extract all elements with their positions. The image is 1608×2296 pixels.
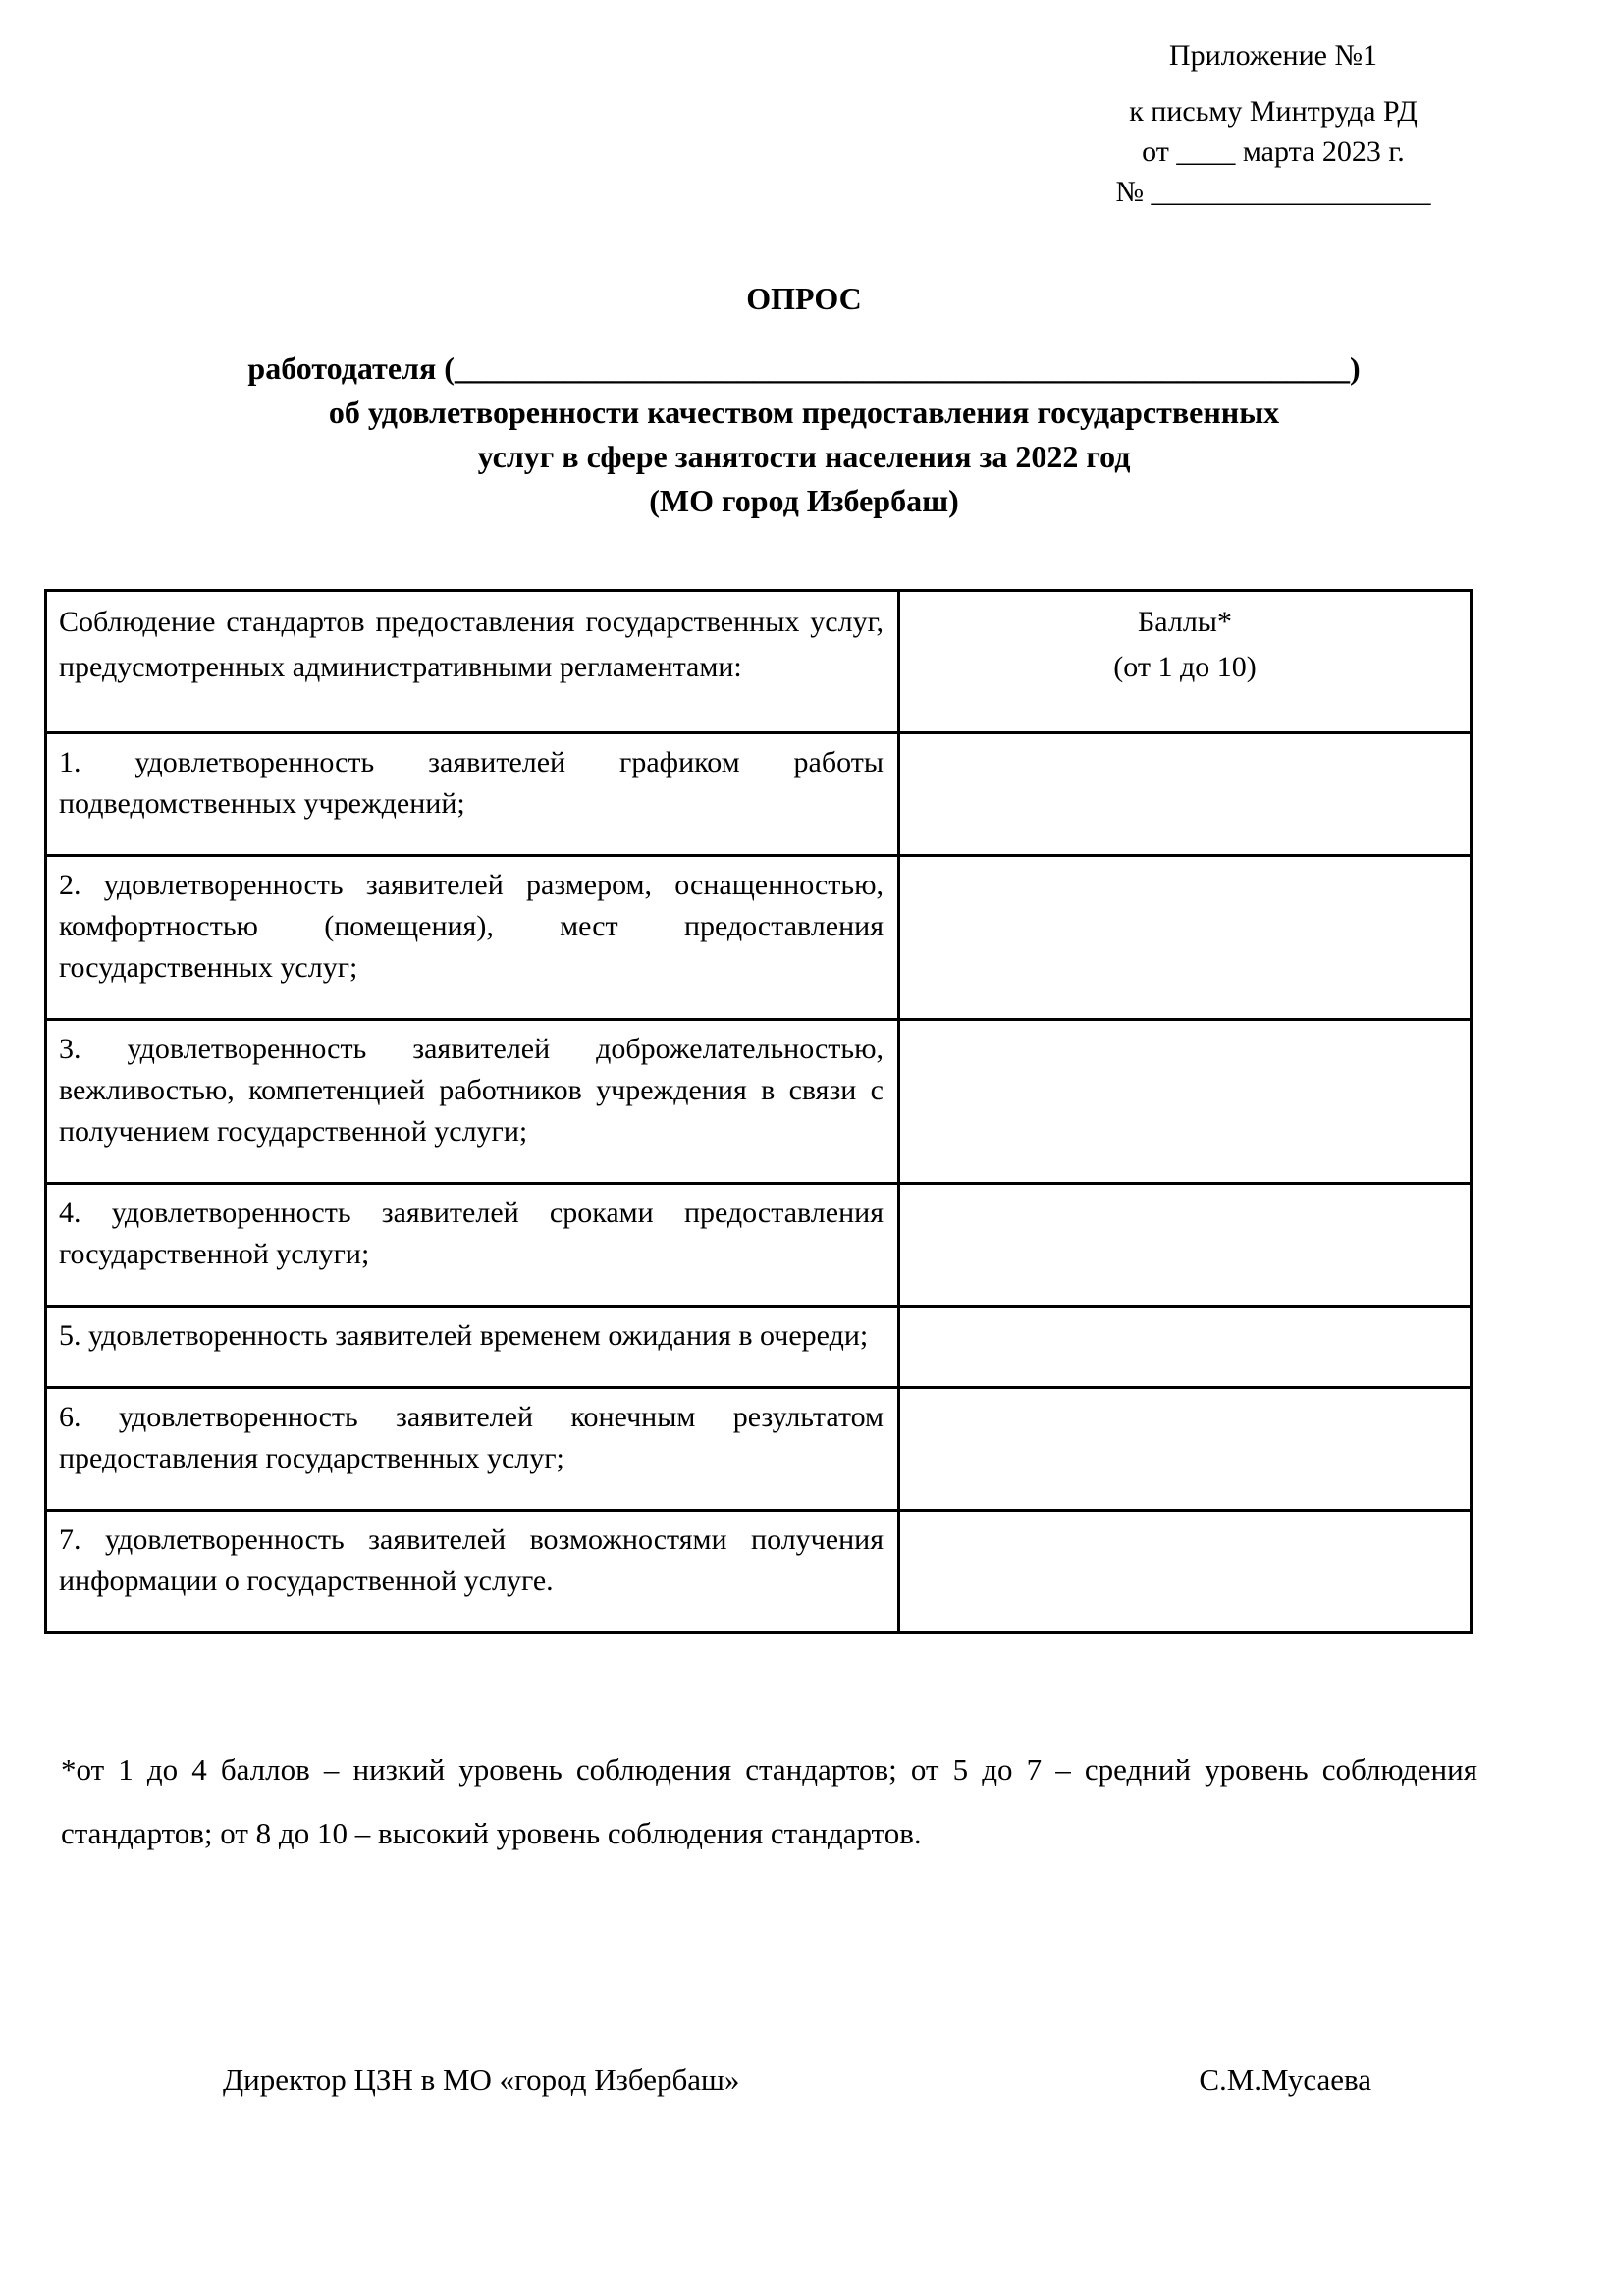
criteria-cell: 5. удовлетворенность заявителей временем ожидания в очереди;: [46, 1307, 899, 1388]
footnote: *от 1 до 4 баллов – низкий уровень соблюдения стандартов; от 5 до 7 – средний уровень соблюдения стандартов; от 8 до 10 – высокий уровень соблюдения стандартов.: [61, 1752, 1477, 1850]
appendix-block: [1054, 35, 1492, 212]
score-cell: [899, 1388, 1472, 1511]
document-title: ОПРОС: [746, 281, 862, 316]
subtitle-line-1: об удовлетворенности качеством предоставления государственных: [328, 395, 1280, 430]
score-cell: [899, 1307, 1472, 1388]
criteria-cell: 7. удовлетворенность заявителей возможностями получения информации о государственной услуге.: [46, 1511, 899, 1633]
criteria-cell: 2. удовлетворенность заявителей размером, оснащенностью, комфортностью (помещения), мест предоставления государственных услуг;: [46, 856, 899, 1020]
signature-position: Директор ЦЗН в МО «город Избербаш»: [223, 2062, 740, 2097]
score-header-title: Баллы*: [1138, 606, 1232, 638]
subtitle-line-3: (МО город Избербаш): [649, 483, 959, 518]
appendix-date-line: от ____ марта 2023 г.: [1142, 135, 1405, 168]
table-row: [46, 733, 1472, 856]
employer-blank-line: работодателя (_________________________________________________________): [247, 350, 1361, 386]
appendix-addressee: к письму Минтруда РД: [1129, 95, 1418, 128]
survey-table: [44, 589, 1473, 1634]
signature-row: [223, 2059, 1371, 2101]
criteria-cell: 6. удовлетворенность заявителей конечным результатом предоставления государственных услуг;: [46, 1388, 899, 1511]
subtitle-line-2: услуг в сфере занятости населения за 2022 год: [477, 439, 1131, 474]
score-cell: [899, 1020, 1472, 1184]
score-cell: [899, 856, 1472, 1020]
criteria-header-cell: Соблюдение стандартов предоставления государственных услуг, предусмотренных административными регламентами:: [46, 591, 899, 733]
criteria-cell: 4. удовлетворенность заявителей сроками предоставления государственной услуги;: [46, 1184, 899, 1307]
table-row: [46, 1511, 1472, 1633]
table-row: [46, 1020, 1472, 1184]
table-row: [46, 1307, 1472, 1388]
table-row: [46, 856, 1472, 1020]
criteria-cell: 1. удовлетворенность заявителей графиком работы подведомственных учреждений;: [46, 733, 899, 856]
appendix-number: Приложение №1: [1168, 39, 1378, 72]
score-header-cell: [899, 591, 1472, 733]
criteria-cell: 3. удовлетворенность заявителей доброжелательностью, вежливостью, компетенцией работников учреждения в связи с получением государственной услуги;: [46, 1020, 899, 1184]
table-header-row: [46, 591, 1472, 733]
score-cell: [899, 1184, 1472, 1307]
signature-name: С.М.Мусаева: [1199, 2062, 1371, 2097]
title-block: [0, 277, 1608, 523]
score-header-range: (от 1 до 10): [1113, 651, 1257, 683]
table-row: [46, 1184, 1472, 1307]
appendix-ref-number-line: № ___________________: [1115, 176, 1431, 208]
score-cell: [899, 733, 1472, 856]
table-row: [46, 1388, 1472, 1511]
score-cell: [899, 1511, 1472, 1633]
